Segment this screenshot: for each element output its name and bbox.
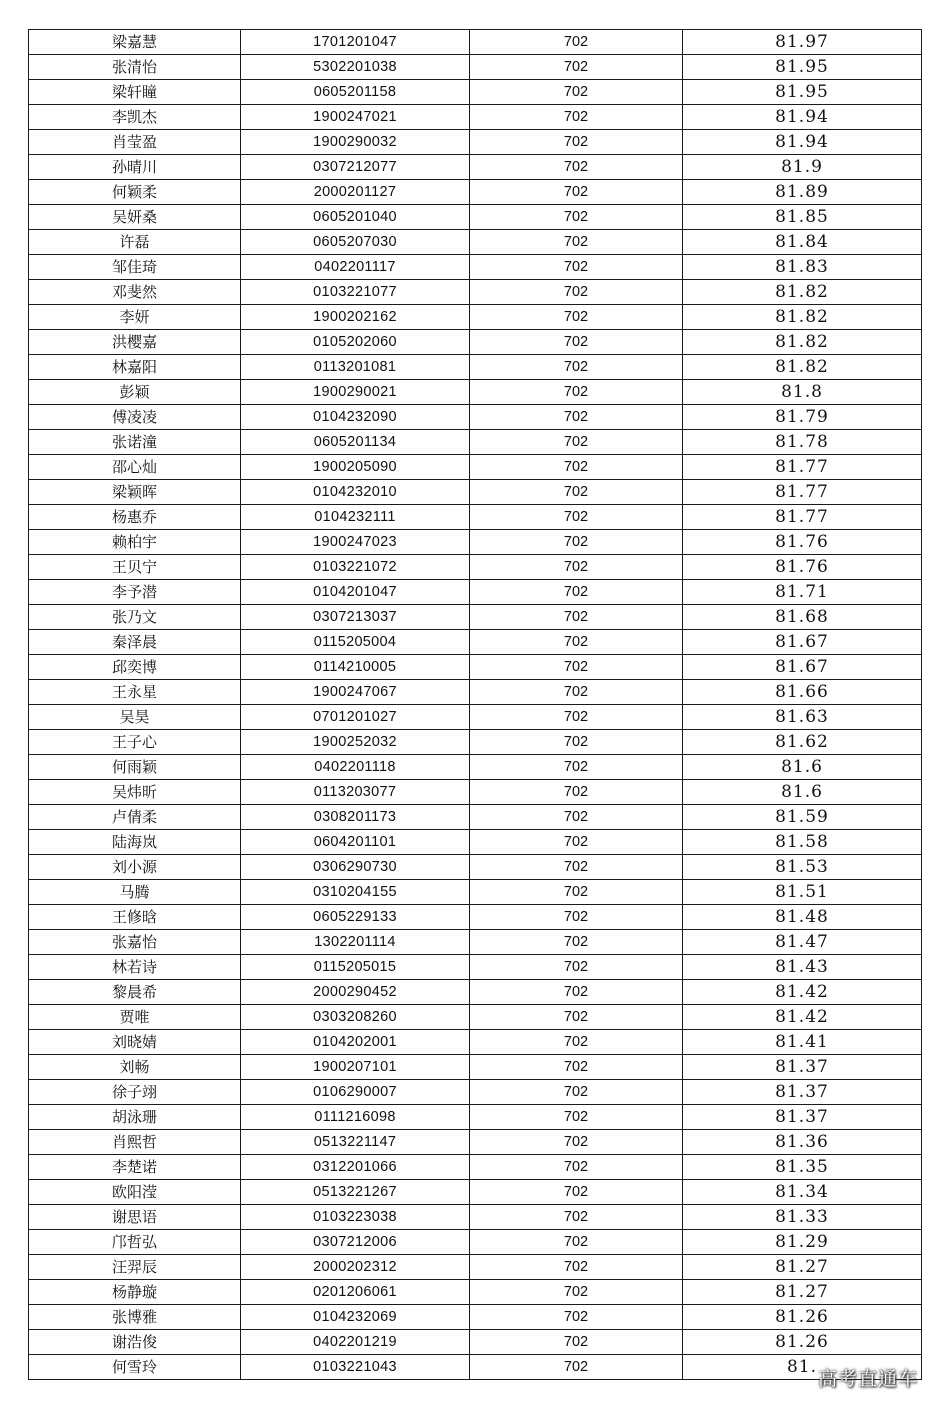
cell-score: 81.82 — [683, 355, 922, 380]
cell-name: 张博雅 — [29, 1305, 241, 1330]
table-row — [29, 680, 922, 705]
cell-name: 吴炜昕 — [29, 780, 241, 805]
table-row — [29, 330, 922, 355]
cell-code: 702 — [470, 955, 683, 980]
table-row — [29, 430, 922, 455]
cell-score: 81.37 — [683, 1055, 922, 1080]
cell-name: 徐子翊 — [29, 1080, 241, 1105]
cell-code: 702 — [470, 280, 683, 305]
cell-score: 81.34 — [683, 1180, 922, 1205]
cell-exam-id: 0201206061 — [241, 1280, 470, 1305]
cell-code: 702 — [470, 230, 683, 255]
table-row — [29, 1080, 922, 1105]
table-row — [29, 255, 922, 280]
cell-name: 肖熙哲 — [29, 1130, 241, 1155]
cell-code: 702 — [470, 1055, 683, 1080]
cell-code: 702 — [470, 1030, 683, 1055]
cell-score: 81.95 — [683, 80, 922, 105]
cell-name: 邹佳琦 — [29, 255, 241, 280]
cell-code: 702 — [470, 755, 683, 780]
table-row — [29, 980, 922, 1005]
cell-score: 81.78 — [683, 430, 922, 455]
cell-code: 702 — [470, 255, 683, 280]
cell-code: 702 — [470, 980, 683, 1005]
cell-exam-id: 0605201158 — [241, 80, 470, 105]
cell-score: 81.43 — [683, 955, 922, 980]
table-row — [29, 355, 922, 380]
cell-code: 702 — [470, 180, 683, 205]
cell-score: 81.77 — [683, 455, 922, 480]
cell-score: 81.77 — [683, 505, 922, 530]
cell-name: 卢倩柔 — [29, 805, 241, 830]
cell-name: 洪樱嘉 — [29, 330, 241, 355]
table-row — [29, 180, 922, 205]
cell-name: 张清怡 — [29, 55, 241, 80]
cell-code: 702 — [470, 330, 683, 355]
cell-code: 702 — [470, 105, 683, 130]
cell-name: 刘畅 — [29, 1055, 241, 1080]
table-row — [29, 505, 922, 530]
cell-code: 702 — [470, 1180, 683, 1205]
table-row — [29, 730, 922, 755]
cell-score: 81.59 — [683, 805, 922, 830]
cell-score: 81.89 — [683, 180, 922, 205]
cell-exam-id: 0104202001 — [241, 1030, 470, 1055]
cell-name: 汪羿辰 — [29, 1255, 241, 1280]
cell-exam-id: 0402201219 — [241, 1330, 470, 1355]
cell-exam-id: 1900252032 — [241, 730, 470, 755]
cell-code: 702 — [470, 1280, 683, 1305]
table-row — [29, 1005, 922, 1030]
cell-name: 邵心灿 — [29, 455, 241, 480]
table-row — [29, 80, 922, 105]
cell-name: 秦泽晨 — [29, 630, 241, 655]
cell-name: 王修晗 — [29, 905, 241, 930]
cell-name: 陆海岚 — [29, 830, 241, 855]
cell-exam-id: 0111216098 — [241, 1105, 470, 1130]
cell-score: 81.71 — [683, 580, 922, 605]
cell-score: 81.42 — [683, 980, 922, 1005]
cell-exam-id: 2000202312 — [241, 1255, 470, 1280]
cell-score: 81.58 — [683, 830, 922, 855]
cell-exam-id: 5302201038 — [241, 55, 470, 80]
cell-exam-id: 0104232111 — [241, 505, 470, 530]
cell-score: 81.26 — [683, 1330, 922, 1355]
cell-name: 傅凌凌 — [29, 405, 241, 430]
cell-score: 81.94 — [683, 130, 922, 155]
table-row — [29, 1130, 922, 1155]
cell-code: 702 — [470, 680, 683, 705]
cell-score: 81.53 — [683, 855, 922, 880]
cell-code: 702 — [470, 855, 683, 880]
cell-name: 刘小源 — [29, 855, 241, 880]
cell-code: 702 — [470, 1105, 683, 1130]
cell-name: 王子心 — [29, 730, 241, 755]
cell-code: 702 — [470, 805, 683, 830]
cell-exam-id: 1900205090 — [241, 455, 470, 480]
cell-score: 81. — [683, 1355, 922, 1380]
cell-exam-id: 0402201117 — [241, 255, 470, 280]
cell-score: 81.29 — [683, 1230, 922, 1255]
cell-code: 702 — [470, 1205, 683, 1230]
table-row — [29, 705, 922, 730]
table-row — [29, 805, 922, 830]
cell-code: 702 — [470, 30, 683, 55]
cell-name: 吴妍桑 — [29, 205, 241, 230]
cell-name: 李妍 — [29, 305, 241, 330]
cell-exam-id: 0307212006 — [241, 1230, 470, 1255]
cell-name: 王贝宁 — [29, 555, 241, 580]
cell-score: 81.48 — [683, 905, 922, 930]
cell-name: 王永星 — [29, 680, 241, 705]
table-row — [29, 555, 922, 580]
table-row — [29, 1105, 922, 1130]
table-row — [29, 1255, 922, 1280]
cell-code: 702 — [470, 1230, 683, 1255]
cell-exam-id: 0104232090 — [241, 405, 470, 430]
cell-score: 81.67 — [683, 655, 922, 680]
cell-code: 702 — [470, 630, 683, 655]
cell-exam-id: 0605229133 — [241, 905, 470, 930]
cell-code: 702 — [470, 1255, 683, 1280]
score-table-body — [29, 30, 922, 1380]
cell-score: 81.76 — [683, 555, 922, 580]
cell-score: 81.33 — [683, 1205, 922, 1230]
cell-name: 许磊 — [29, 230, 241, 255]
cell-code: 702 — [470, 1130, 683, 1155]
table-row — [29, 880, 922, 905]
cell-name: 马腾 — [29, 880, 241, 905]
cell-code: 702 — [470, 355, 683, 380]
cell-name: 彭颖 — [29, 380, 241, 405]
score-table — [28, 29, 922, 1380]
table-row — [29, 105, 922, 130]
table-row — [29, 205, 922, 230]
cell-name: 邱奕博 — [29, 655, 241, 680]
cell-exam-id: 1900207101 — [241, 1055, 470, 1080]
cell-exam-id: 0104201047 — [241, 580, 470, 605]
table-row — [29, 780, 922, 805]
cell-exam-id: 1900202162 — [241, 305, 470, 330]
cell-exam-id: 0104232010 — [241, 480, 470, 505]
cell-score: 81.41 — [683, 1030, 922, 1055]
cell-exam-id: 0115205004 — [241, 630, 470, 655]
cell-code: 702 — [470, 530, 683, 555]
cell-score: 81.97 — [683, 30, 922, 55]
cell-name: 梁轩瞳 — [29, 80, 241, 105]
table-row — [29, 30, 922, 55]
cell-code: 702 — [470, 405, 683, 430]
cell-name: 赖柏宇 — [29, 530, 241, 555]
cell-exam-id: 0103221072 — [241, 555, 470, 580]
cell-code: 702 — [470, 655, 683, 680]
table-row — [29, 830, 922, 855]
cell-exam-id: 0312201066 — [241, 1155, 470, 1180]
cell-exam-id: 0402201118 — [241, 755, 470, 780]
cell-exam-id: 1900247023 — [241, 530, 470, 555]
cell-name: 张嘉怡 — [29, 930, 241, 955]
table-row — [29, 930, 922, 955]
watermark-text: 高考直通车 — [817, 1368, 918, 1390]
cell-name: 张乃文 — [29, 605, 241, 630]
cell-code: 702 — [470, 930, 683, 955]
table-row — [29, 1055, 922, 1080]
cell-code: 702 — [470, 155, 683, 180]
cell-exam-id: 0106290007 — [241, 1080, 470, 1105]
table-row — [29, 1330, 922, 1355]
cell-name: 谢思语 — [29, 1205, 241, 1230]
cell-exam-id: 2000201127 — [241, 180, 470, 205]
cell-code: 702 — [470, 830, 683, 855]
cell-name: 欧阳滢 — [29, 1180, 241, 1205]
cell-name: 谢浩俊 — [29, 1330, 241, 1355]
cell-name: 张诺潼 — [29, 430, 241, 455]
table-row — [29, 955, 922, 980]
table-row — [29, 1230, 922, 1255]
cell-score: 81.9 — [683, 155, 922, 180]
cell-score: 81.37 — [683, 1080, 922, 1105]
cell-exam-id: 1900247021 — [241, 105, 470, 130]
cell-exam-id: 1302201114 — [241, 930, 470, 955]
cell-name: 何雪玲 — [29, 1355, 241, 1380]
cell-name: 林嘉阳 — [29, 355, 241, 380]
cell-score: 81.42 — [683, 1005, 922, 1030]
cell-score: 81.27 — [683, 1255, 922, 1280]
cell-code: 702 — [470, 580, 683, 605]
table-row — [29, 630, 922, 655]
cell-code: 702 — [470, 905, 683, 930]
table-row — [29, 455, 922, 480]
table-row — [29, 55, 922, 80]
cell-name: 杨静璇 — [29, 1280, 241, 1305]
cell-score: 81.66 — [683, 680, 922, 705]
cell-name: 邝哲弘 — [29, 1230, 241, 1255]
cell-name: 黎晨希 — [29, 980, 241, 1005]
table-row — [29, 280, 922, 305]
cell-exam-id: 0306290730 — [241, 855, 470, 880]
table-row — [29, 480, 922, 505]
cell-score: 81.27 — [683, 1280, 922, 1305]
cell-name: 孙晴川 — [29, 155, 241, 180]
table-row — [29, 905, 922, 930]
cell-score: 81.83 — [683, 255, 922, 280]
cell-score: 81.6 — [683, 780, 922, 805]
cell-code: 702 — [470, 505, 683, 530]
cell-code: 702 — [470, 1155, 683, 1180]
table-row — [29, 230, 922, 255]
table-row — [29, 1180, 922, 1205]
cell-name: 吴昊 — [29, 705, 241, 730]
cell-code: 702 — [470, 730, 683, 755]
cell-name: 何颖柔 — [29, 180, 241, 205]
cell-exam-id: 0605207030 — [241, 230, 470, 255]
cell-name: 肖莹盈 — [29, 130, 241, 155]
cell-name: 李凯杰 — [29, 105, 241, 130]
cell-exam-id: 0605201040 — [241, 205, 470, 230]
cell-exam-id: 1900290021 — [241, 380, 470, 405]
cell-code: 702 — [470, 555, 683, 580]
cell-exam-id: 0115205015 — [241, 955, 470, 980]
cell-score: 81.84 — [683, 230, 922, 255]
cell-exam-id: 0701201027 — [241, 705, 470, 730]
cell-name: 林若诗 — [29, 955, 241, 980]
cell-code: 702 — [470, 780, 683, 805]
cell-score: 81.67 — [683, 630, 922, 655]
cell-code: 702 — [470, 205, 683, 230]
table-row — [29, 1355, 922, 1380]
table-row — [29, 305, 922, 330]
cell-name: 刘晓婧 — [29, 1030, 241, 1055]
cell-score: 81.77 — [683, 480, 922, 505]
cell-code: 702 — [470, 705, 683, 730]
table-row — [29, 580, 922, 605]
cell-code: 702 — [470, 380, 683, 405]
cell-score: 81.94 — [683, 105, 922, 130]
cell-exam-id: 0513221147 — [241, 1130, 470, 1155]
cell-exam-id: 0513221267 — [241, 1180, 470, 1205]
cell-code: 702 — [470, 1330, 683, 1355]
table-row — [29, 155, 922, 180]
cell-score: 81.36 — [683, 1130, 922, 1155]
cell-name: 梁嘉慧 — [29, 30, 241, 55]
table-row — [29, 855, 922, 880]
cell-code: 702 — [470, 1355, 683, 1380]
cell-exam-id: 0113201081 — [241, 355, 470, 380]
table-row — [29, 605, 922, 630]
cell-exam-id: 0104232069 — [241, 1305, 470, 1330]
cell-name: 何雨颖 — [29, 755, 241, 780]
cell-exam-id: 0308201173 — [241, 805, 470, 830]
cell-name: 胡泳珊 — [29, 1105, 241, 1130]
cell-code: 702 — [470, 605, 683, 630]
cell-exam-id: 0605201134 — [241, 430, 470, 455]
cell-exam-id: 1900247067 — [241, 680, 470, 705]
cell-name: 李予潜 — [29, 580, 241, 605]
table-row — [29, 530, 922, 555]
cell-code: 702 — [470, 430, 683, 455]
cell-code: 702 — [470, 1080, 683, 1105]
cell-code: 702 — [470, 880, 683, 905]
cell-name: 贾唯 — [29, 1005, 241, 1030]
cell-code: 702 — [470, 130, 683, 155]
table-row — [29, 655, 922, 680]
cell-score: 81.6 — [683, 755, 922, 780]
cell-exam-id: 0114210005 — [241, 655, 470, 680]
cell-code: 702 — [470, 80, 683, 105]
cell-exam-id: 0105202060 — [241, 330, 470, 355]
cell-code: 702 — [470, 455, 683, 480]
table-row — [29, 130, 922, 155]
cell-score: 81.85 — [683, 205, 922, 230]
cell-score: 81.76 — [683, 530, 922, 555]
cell-name: 杨惠乔 — [29, 505, 241, 530]
cell-name: 梁颖晖 — [29, 480, 241, 505]
table-row — [29, 1155, 922, 1180]
cell-exam-id: 0103223038 — [241, 1205, 470, 1230]
cell-exam-id: 0604201101 — [241, 830, 470, 855]
cell-score: 81.79 — [683, 405, 922, 430]
cell-code: 702 — [470, 1305, 683, 1330]
cell-exam-id: 2000290452 — [241, 980, 470, 1005]
cell-score: 81.37 — [683, 1105, 922, 1130]
cell-code: 702 — [470, 1005, 683, 1030]
cell-exam-id: 0113203077 — [241, 780, 470, 805]
table-row — [29, 1030, 922, 1055]
cell-score: 81.8 — [683, 380, 922, 405]
cell-exam-id: 0307213037 — [241, 605, 470, 630]
table-row — [29, 1280, 922, 1305]
cell-score: 81.82 — [683, 305, 922, 330]
cell-score: 81.68 — [683, 605, 922, 630]
cell-code: 702 — [470, 480, 683, 505]
cell-score: 81.26 — [683, 1305, 922, 1330]
cell-exam-id: 1701201047 — [241, 30, 470, 55]
cell-score: 81.35 — [683, 1155, 922, 1180]
cell-score: 81.82 — [683, 330, 922, 355]
cell-exam-id: 0303208260 — [241, 1005, 470, 1030]
table-row — [29, 1205, 922, 1230]
cell-score: 81.47 — [683, 930, 922, 955]
table-row — [29, 380, 922, 405]
cell-exam-id: 1900290032 — [241, 130, 470, 155]
cell-exam-id: 0103221043 — [241, 1355, 470, 1380]
table-row — [29, 755, 922, 780]
cell-name: 李楚诺 — [29, 1155, 241, 1180]
cell-code: 702 — [470, 55, 683, 80]
cell-score: 81.51 — [683, 880, 922, 905]
cell-name: 邓斐然 — [29, 280, 241, 305]
table-row — [29, 1305, 922, 1330]
cell-score: 81.63 — [683, 705, 922, 730]
cell-score: 81.62 — [683, 730, 922, 755]
cell-exam-id: 0310204155 — [241, 880, 470, 905]
cell-score: 81.82 — [683, 280, 922, 305]
cell-code: 702 — [470, 305, 683, 330]
cell-exam-id: 0103221077 — [241, 280, 470, 305]
cell-score: 81.95 — [683, 55, 922, 80]
table-row — [29, 405, 922, 430]
cell-exam-id: 0307212077 — [241, 155, 470, 180]
